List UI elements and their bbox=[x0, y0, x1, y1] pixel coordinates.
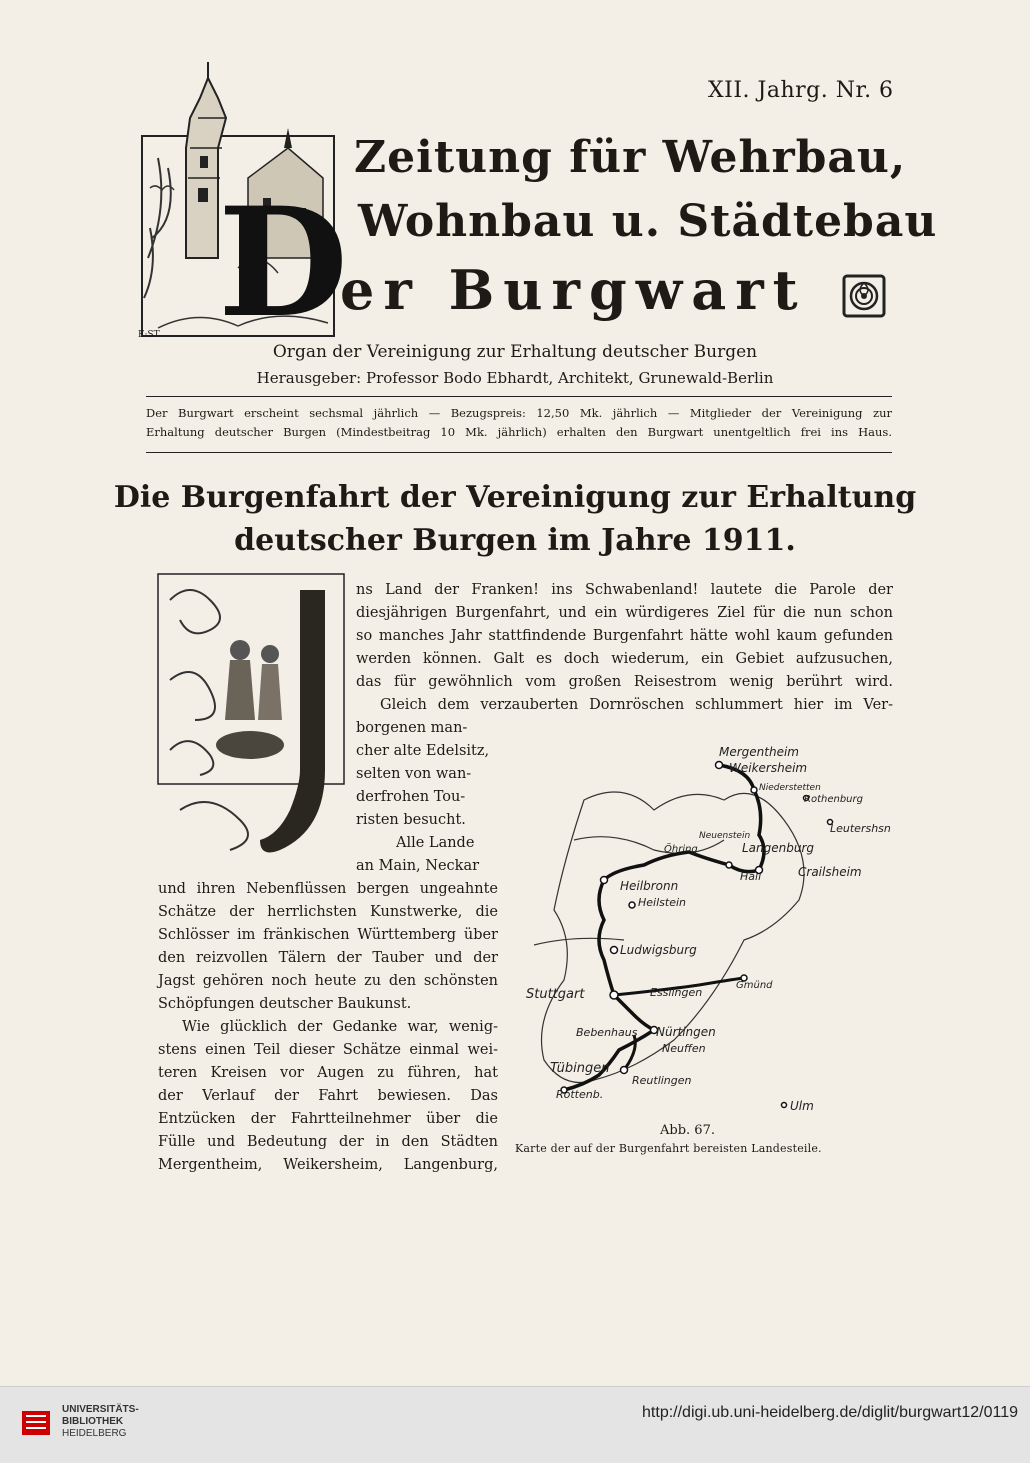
body-line: das für gewöhnlich vom großen Reisestrom wenig berührt wird. bbox=[356, 674, 893, 690]
library-logo-icon bbox=[18, 1405, 54, 1441]
masthead-title-line2: Wohnbau u. Städtebau bbox=[358, 196, 938, 247]
body-line: risten besucht. bbox=[356, 812, 466, 828]
map-label-neuenstein: Neuenstein bbox=[699, 831, 751, 841]
issue-number: XII. Jahrg. Nr. 6 bbox=[708, 78, 894, 103]
body-line: Gleich dem verzauberten Dornröschen schlummert hier im Ver- bbox=[380, 697, 893, 713]
divider-top bbox=[146, 396, 892, 397]
publisher-line: Herausgeber: Professor Bodo Ebhardt, Architekt, Grunewald-Berlin bbox=[256, 369, 774, 387]
map-label-crailsheim: Crailsheim bbox=[798, 865, 862, 879]
body-line: Wie glücklich der Gedanke war, wenig- bbox=[182, 1019, 498, 1035]
article-headline-line2: deutscher Burgen im Jahre 1911. bbox=[234, 523, 796, 558]
body-line: und ihren Nebenflüssen bergen ungeahnte bbox=[158, 881, 498, 897]
map-label-nurtingen: Nürtingen bbox=[656, 1025, 716, 1039]
map-label-heilstein: Heilstein bbox=[638, 896, 686, 909]
subscription-line-1: Der Burgwart erscheint sechsmal jährlich — Bezugspreis: 12,50 Mk. jährlich — Mitglieder der Vereinigung zur bbox=[146, 406, 892, 420]
map-label-niederstetten: Niederstetten bbox=[759, 783, 821, 793]
map-label-ulm: Ulm bbox=[790, 1099, 814, 1113]
route-map bbox=[514, 740, 894, 1130]
body-line: Schöpfungen deutscher Baukunst. bbox=[158, 996, 412, 1012]
ornamental-initial-j bbox=[150, 570, 350, 860]
body-line: teren Kreisen vor Augen zu führen, hat bbox=[158, 1065, 498, 1081]
body-line: Schlösser im fränkischen Württemberg über bbox=[158, 927, 498, 943]
body-line: Mergentheim, Weikersheim, Langenburg, bbox=[158, 1157, 498, 1173]
map-label-leutershsn: Leutershsn bbox=[830, 822, 891, 835]
masthead-title-line3: er Burgwart bbox=[340, 258, 807, 322]
library-name-line1: UNIVERSITÄTS- bbox=[62, 1404, 139, 1415]
artist-mark: E·ST bbox=[138, 330, 160, 340]
body-line: stens einen Teil dieser Schätze einmal wei- bbox=[158, 1042, 498, 1058]
map-label-neuffen: Neuffen bbox=[662, 1042, 706, 1055]
map-label-langenburg: Langenburg bbox=[742, 841, 815, 855]
body-line: den reizvollen Tälern der Tauber und der bbox=[158, 950, 498, 966]
map-label-bebenhaus: Bebenhaus bbox=[576, 1026, 638, 1039]
subscription-notice bbox=[146, 404, 892, 442]
library-name bbox=[62, 1404, 139, 1428]
body-line: so manches Jahr stattfindende Burgenfahrt hätte wohl kaum gefunden bbox=[356, 628, 893, 644]
body-line: Fülle und Bedeutung der in den Städten bbox=[158, 1134, 498, 1150]
body-line: Alle Lande bbox=[396, 835, 475, 851]
body-line: Jagst gehören noch heute zu den schönsten bbox=[158, 973, 498, 989]
body-line: selten von wan- bbox=[356, 766, 472, 782]
body-line: diesjährigen Burgenfahrt, und ein würdigeres Ziel für die nun schon bbox=[356, 605, 893, 621]
map-label-rothenburg: Rothenburg bbox=[804, 794, 863, 805]
map-label-ohring: Öhring bbox=[664, 844, 698, 855]
body-line: an Main, Neckar bbox=[356, 858, 480, 874]
library-name-line2: BIBLIOTHEK bbox=[62, 1416, 124, 1427]
article-headline-line1: Die Burgenfahrt der Vereinigung zur Erhaltung bbox=[113, 480, 917, 515]
body-line: Schätze der herrlichsten Kunstwerke, die bbox=[158, 904, 498, 920]
body-line: der Verlauf der Fahrt bewiesen. Das bbox=[158, 1088, 498, 1104]
map-label-mergentheim: Mergentheim bbox=[719, 745, 799, 759]
library-city: HEIDELBERG bbox=[62, 1428, 127, 1439]
map-label-gmuend: Gmünd bbox=[736, 980, 773, 991]
body-line: derfrohen Tou- bbox=[356, 789, 466, 805]
figure-number: Abb. 67. bbox=[660, 1123, 715, 1138]
footer-bar bbox=[0, 1386, 1030, 1463]
body-line: Entzücken der Fahrtteilnehmer über die bbox=[158, 1111, 498, 1127]
divider-bottom bbox=[146, 452, 892, 453]
body-line: cher alte Edelsitz, bbox=[356, 743, 490, 759]
masthead-title-line1: Zeitung für Wehrbau, bbox=[354, 132, 907, 183]
source-url[interactable]: http://digi.ub.uni-heidelberg.de/diglit/burgwart12/0119 bbox=[642, 1404, 1018, 1421]
body-line: borgenen man- bbox=[356, 720, 468, 736]
subscription-line-2: Erhaltung deutscher Burgen (Mindestbeitrag 10 Mk. jährlich) erhalten den Burgwart unentgeltlich frei ins Haus. bbox=[146, 425, 892, 439]
map-label-stuttgart: Stuttgart bbox=[526, 987, 585, 1002]
map-label-reutlingen: Reutlingen bbox=[632, 1074, 692, 1087]
map-label-tubingen: Tübingen bbox=[550, 1061, 610, 1076]
map-label-rottenburg: Rottenb. bbox=[556, 1088, 604, 1101]
map-label-weikersheim: Weikersheim bbox=[729, 761, 808, 775]
body-line: ns Land der Franken! ins Schwabenland! lautete die Parole der bbox=[356, 582, 893, 598]
rose-icon bbox=[842, 274, 886, 318]
figure-caption: Karte der auf der Burgenfahrt bereisten Landesteile. bbox=[515, 1142, 822, 1155]
map-label-esslingen: Esslingen bbox=[650, 986, 703, 999]
map-label-ludwigsburg: Ludwigsburg bbox=[620, 943, 697, 957]
organ-line: Organ der Vereinigung zur Erhaltung deutscher Burgen bbox=[272, 342, 758, 362]
map-label-hall: Hall bbox=[740, 870, 762, 883]
map-label-heilbronn: Heilbronn bbox=[620, 879, 679, 893]
title-initial-d: D bbox=[218, 175, 349, 351]
body-line: werden können. Galt es doch wiederum, ein Gebiet aufzusuchen, bbox=[356, 651, 893, 667]
